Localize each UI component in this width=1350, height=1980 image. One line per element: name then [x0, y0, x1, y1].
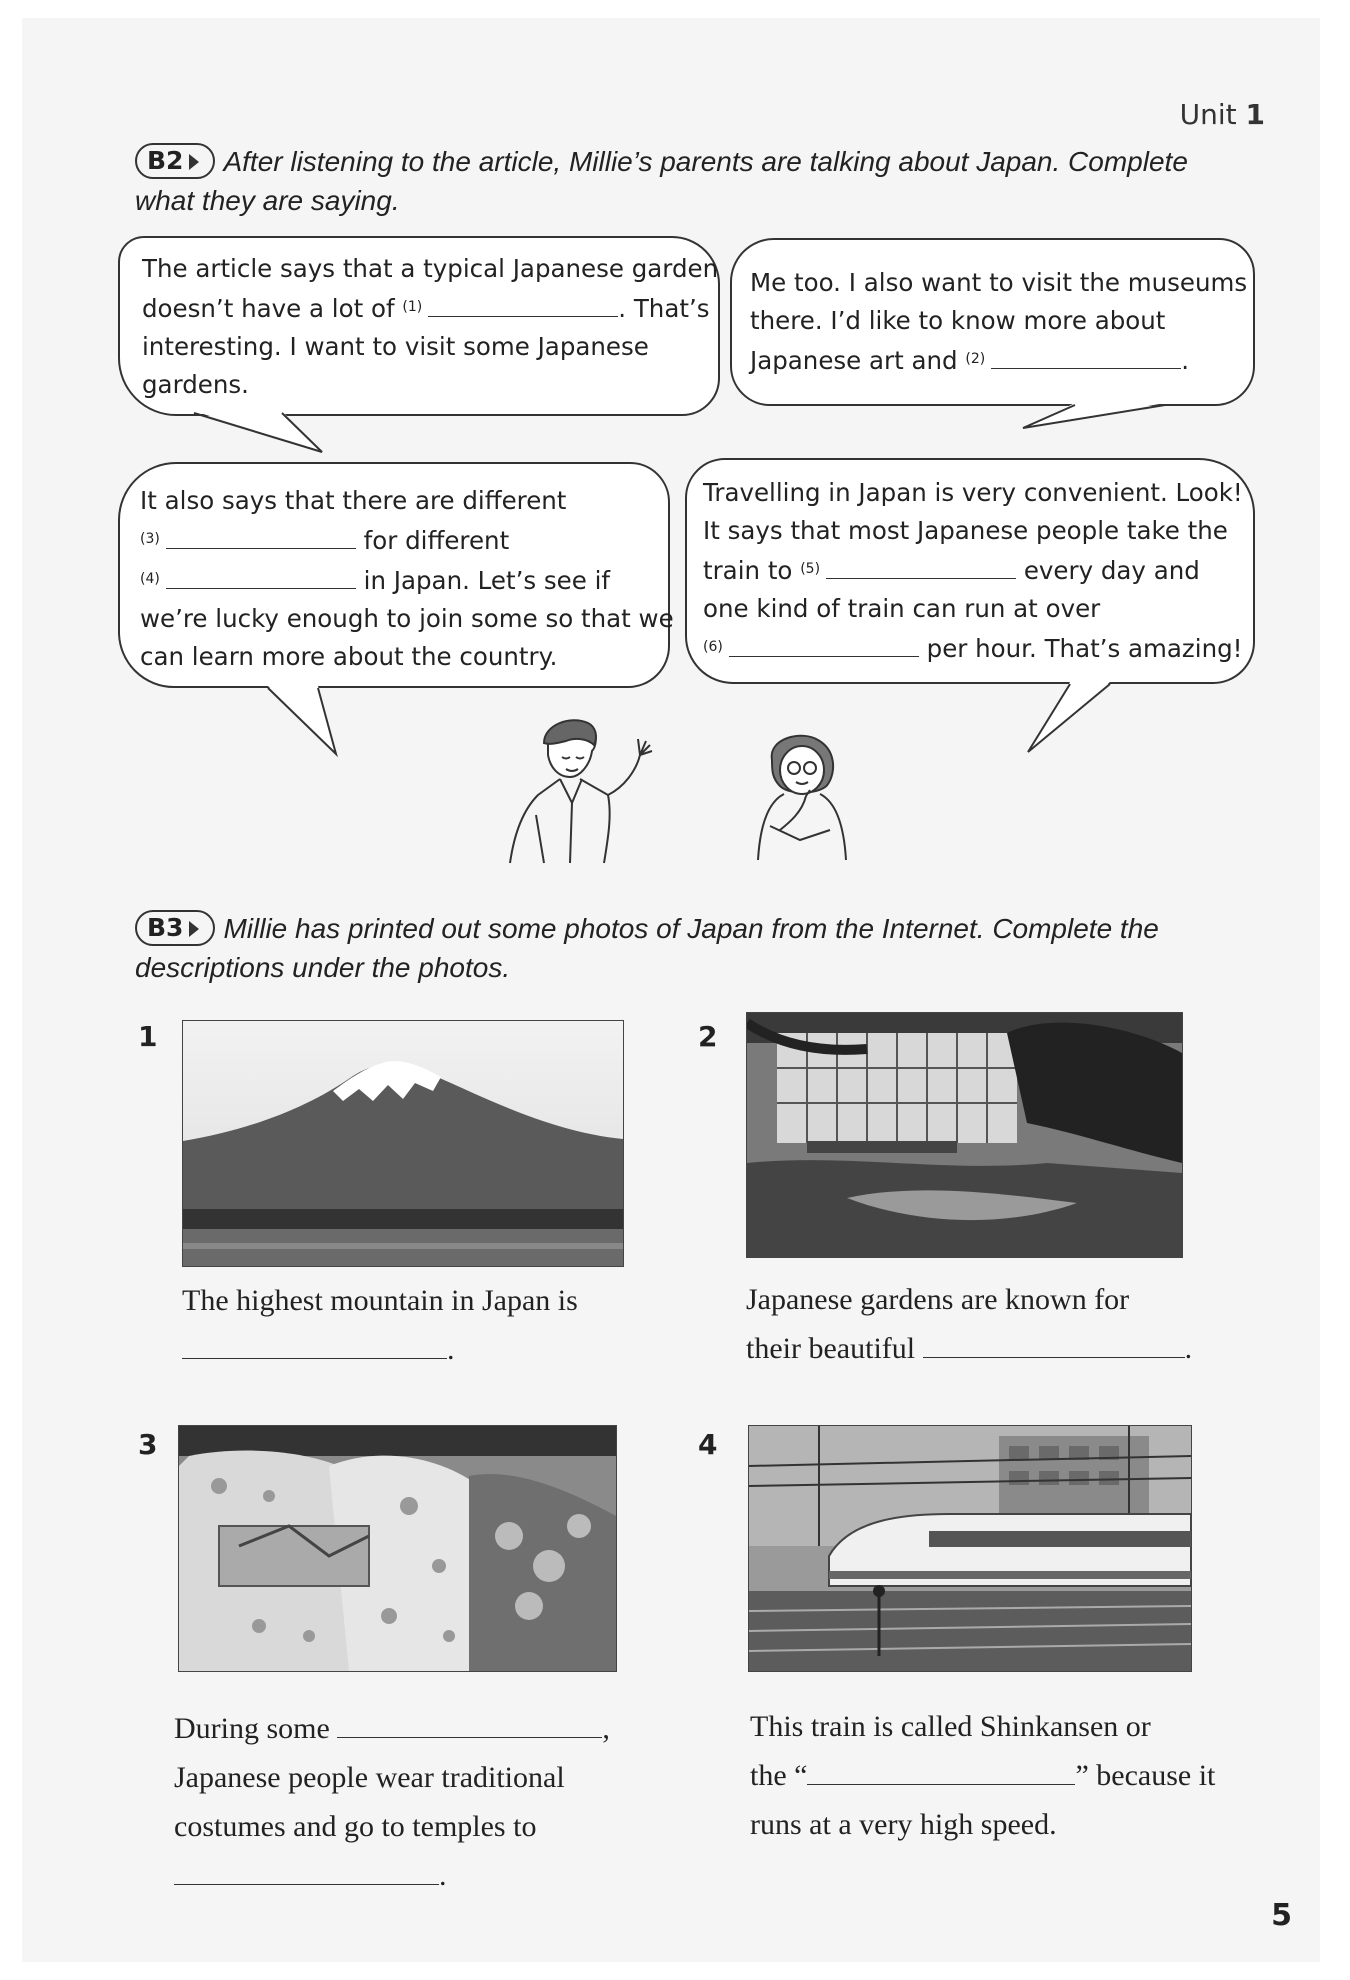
bubble2-line3-text: Japanese art and: [750, 346, 958, 375]
description-1-line1: The highest mountain in Japan is: [182, 1284, 578, 1317]
description-3-end: .: [439, 1859, 447, 1892]
answer-blank-photo-4[interactable]: [807, 1758, 1075, 1785]
answer-blank-photo-3a[interactable]: [337, 1711, 602, 1738]
description-1-line2: [182, 1325, 578, 1374]
bubble2-tail: [1015, 400, 1195, 432]
bubble3-tail: [258, 682, 358, 762]
bubble1-line2-text: doesn’t have a lot of: [142, 294, 395, 323]
description-3-line1-text: During some: [174, 1712, 330, 1745]
play-triangle-icon: [189, 921, 199, 937]
description-3-line1: [174, 1704, 610, 1753]
description-4-line1: This train is called Shinkansen or: [750, 1710, 1151, 1743]
bubble4-line3: [703, 550, 1247, 590]
answer-blank-4[interactable]: [166, 566, 356, 589]
description-2: [746, 1275, 1192, 1373]
bubble3-line2: [140, 520, 660, 560]
photo-number-4: 4: [698, 1428, 718, 1461]
description-4-line2-end: ” because it: [1075, 1759, 1216, 1792]
bubble3-line3: [140, 560, 660, 600]
description-4-line2: [750, 1751, 1215, 1800]
description-1: [182, 1276, 578, 1374]
bubble4-line3-end: every day and: [1023, 556, 1200, 585]
bubble3-line1: It also says that there are different: [140, 486, 567, 515]
bubble4-line2: It says that most Japanese people take the: [703, 516, 1228, 545]
b2-badge-label: B2: [147, 146, 184, 175]
b2-instruction-line2: what they are saying.: [135, 185, 400, 216]
description-4-line3: runs at a very high speed.: [750, 1808, 1057, 1841]
photo-shinkansen: [748, 1425, 1192, 1672]
blank-number-1: (1): [402, 299, 423, 315]
blank-number-5: (5): [800, 561, 821, 577]
answer-blank-1[interactable]: [428, 294, 618, 317]
description-3-line4: [174, 1851, 610, 1900]
page-number: 5: [1271, 1898, 1292, 1933]
play-triangle-icon: [189, 154, 199, 170]
b3-instruction: [135, 909, 1255, 987]
garden-image: [747, 1013, 1182, 1257]
bubble2-line3: [750, 340, 1243, 380]
bubble4-tail: [1020, 678, 1120, 758]
bubble1-tail: [190, 410, 330, 460]
unit-number: 1: [1245, 98, 1265, 131]
b2-badge: [135, 143, 215, 179]
bubble2-line3-end: .: [1181, 346, 1190, 375]
bubble4-line5-text: per hour. That’s amazing!: [926, 634, 1243, 663]
description-2-line2-text: their beautiful: [746, 1332, 916, 1365]
bubble3-line4: we’re lucky enough to join some so that we: [140, 604, 674, 633]
b3-badge: [135, 910, 215, 946]
bubble2-line2: there. I’d like to know more about: [750, 306, 1166, 335]
photo-kimono: [178, 1425, 617, 1672]
photo-number-2: 2: [698, 1020, 718, 1053]
kimono-image: [179, 1426, 616, 1671]
answer-blank-6[interactable]: [729, 634, 919, 657]
train-image: [749, 1426, 1191, 1671]
blank-number-4: (4): [140, 571, 160, 587]
b3-badge-label: B3: [147, 913, 184, 942]
speech-bubble-4: [685, 458, 1255, 684]
bubble1-line1: The article says that a typical Japanese garden: [142, 254, 719, 283]
photo-mount-fuji: [182, 1020, 624, 1267]
blank-number-6: (6): [703, 639, 723, 655]
bubble3-line5: can learn more about the country.: [140, 642, 558, 671]
answer-blank-2[interactable]: [991, 346, 1181, 369]
bubble1-line2-end: . That’s: [618, 294, 710, 323]
bubble4-line1: Travelling in Japan is very convenient. Look!: [703, 478, 1243, 507]
speech-bubble-3: [118, 462, 674, 688]
b3-instruction-line1: Millie has printed out some photos of Japan from the Internet. Complete the: [223, 913, 1159, 944]
answer-blank-photo-3b[interactable]: [174, 1858, 439, 1885]
b2-instruction: [135, 142, 1255, 220]
mother-illustration: [750, 730, 860, 865]
bubble1-line3: interesting. I want to visit some Japanese: [142, 332, 649, 361]
photo-japanese-garden: [746, 1012, 1183, 1258]
answer-blank-photo-2[interactable]: [923, 1331, 1185, 1358]
b2-instruction-line1: After listening to the article, Millie’s parents are talking about Japan. Complete: [223, 146, 1188, 177]
father-illustration: [500, 715, 680, 865]
description-4: [750, 1702, 1215, 1849]
description-2-end: .: [1184, 1332, 1193, 1365]
answer-blank-3[interactable]: [166, 526, 356, 549]
answer-blank-photo-1[interactable]: [182, 1332, 447, 1359]
bubble1-line2: [142, 288, 710, 328]
bubble4-line5: [703, 628, 1247, 668]
speech-bubble-2: [730, 238, 1255, 406]
photo-number-1: 1: [138, 1020, 158, 1053]
speech-bubble-1: [118, 236, 720, 416]
unit-label: [1180, 98, 1265, 131]
description-2-line2: [746, 1324, 1192, 1373]
blank-number-3: (3): [140, 531, 160, 547]
bubble2-line1: Me too. I also want to visit the museums: [750, 268, 1248, 297]
unit-word: Unit: [1179, 98, 1237, 131]
bubble4-line4: one kind of train can run at over: [703, 594, 1101, 623]
description-3-line1-end: ,: [602, 1712, 610, 1745]
bubble3-line3-text: in Japan. Let’s see if: [363, 566, 611, 595]
description-1-end: .: [447, 1333, 455, 1366]
description-4-line2-text: the “: [750, 1759, 808, 1792]
bubble1-line4: gardens.: [142, 370, 249, 399]
description-3-line2: Japanese people wear traditional: [174, 1761, 565, 1794]
description-2-line1: Japanese gardens are known for: [746, 1283, 1130, 1316]
description-3: [174, 1704, 610, 1900]
bubble3-line2-text: for different: [363, 526, 510, 555]
description-3-line3: costumes and go to temples to: [174, 1810, 537, 1843]
mountain-image: [183, 1021, 623, 1266]
photo-number-3: 3: [138, 1428, 158, 1461]
bubble4-line3-text: train to: [703, 556, 793, 585]
blank-number-2: (2): [965, 351, 986, 367]
answer-blank-5[interactable]: [826, 556, 1016, 579]
b3-instruction-line2: descriptions under the photos.: [135, 952, 511, 983]
